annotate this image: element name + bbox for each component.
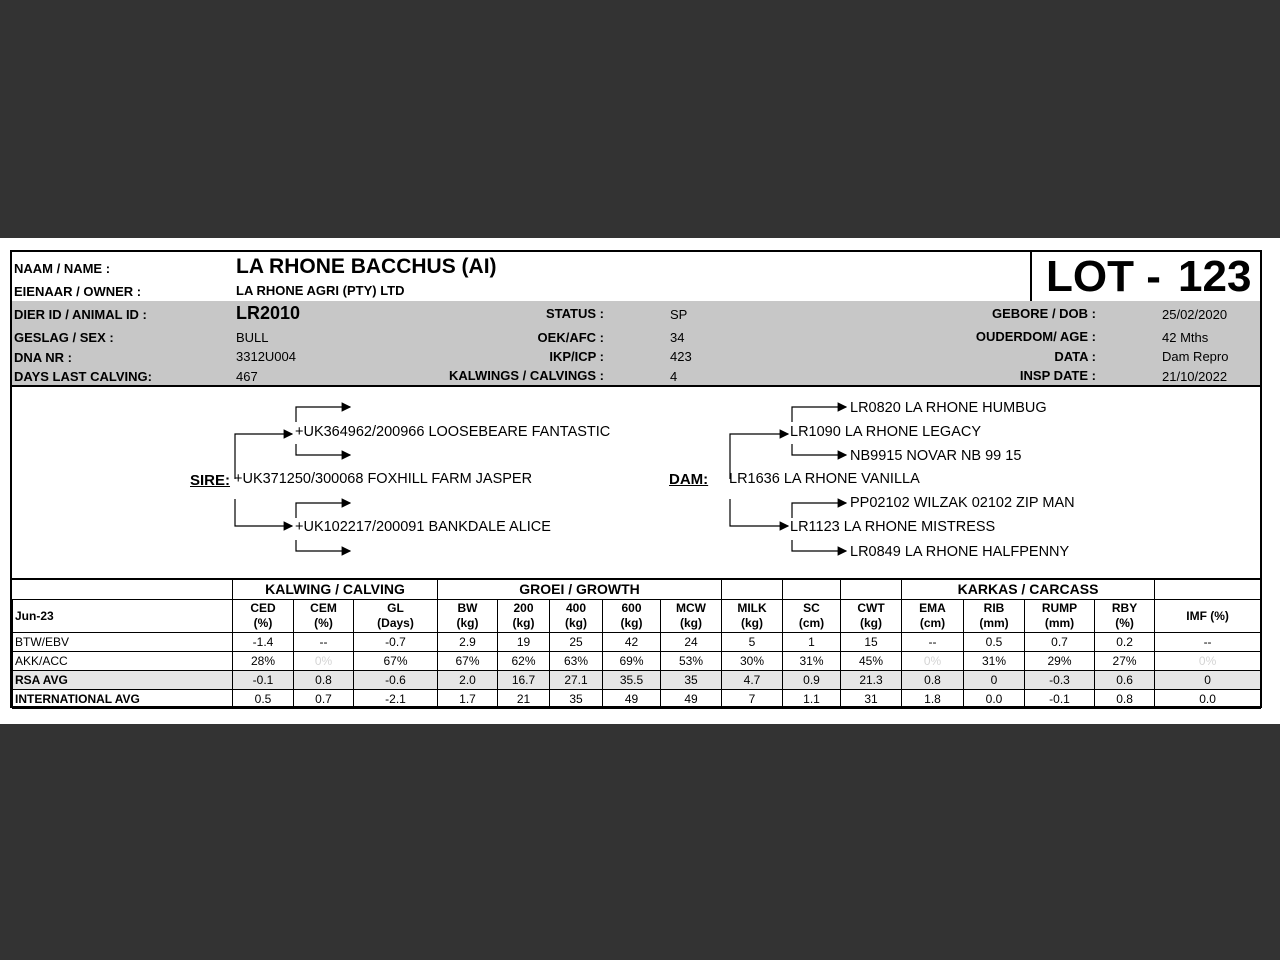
afc-label: OEK/AFC : (537, 330, 604, 345)
lot-number: 123 (1178, 252, 1252, 301)
column-header-unit: (kg) (620, 616, 643, 630)
column-header-unit: (cm) (798, 616, 825, 630)
date-label: Jun-23 (13, 600, 233, 633)
group-calving: KALWING / CALVING (233, 579, 438, 600)
status-label: STATUS : (545, 306, 604, 321)
age-value: 42 Mths (1162, 330, 1209, 345)
table-cell: 27% (1095, 652, 1155, 671)
column-header-cwt (841, 600, 902, 633)
column-header-top: GL (387, 601, 404, 615)
column-header-400 (550, 600, 603, 633)
calvings-value: 4 (670, 369, 678, 384)
table-cell: 53% (661, 652, 722, 671)
column-header-top: 600 (621, 601, 642, 615)
column-header-top: CED (250, 601, 276, 615)
table-row (13, 633, 1261, 652)
table-cell: 24 (661, 633, 722, 652)
table-cell: 1.8 (902, 690, 964, 709)
table-cell: -- (294, 633, 354, 652)
group-blank-milk (722, 579, 783, 600)
table-cell: 30% (722, 652, 783, 671)
table-cell: 5 (722, 633, 783, 652)
column-header-milk (722, 600, 783, 633)
table-cell: 7 (722, 690, 783, 709)
table-cell: 25 (550, 633, 603, 652)
table-cell: -0.6 (354, 671, 438, 690)
column-header-rump (1025, 600, 1095, 633)
age-label: OUDERDOM/ AGE : (975, 329, 1096, 344)
column-header-top: SC (803, 601, 820, 615)
column-header-unit: (kg) (741, 616, 764, 630)
table-cell: 42 (603, 633, 661, 652)
table-cell: 2.0 (438, 671, 498, 690)
column-header-200 (498, 600, 550, 633)
column-header-unit: (kg) (680, 616, 703, 630)
column-header-unit: (kg) (860, 616, 883, 630)
table-row (13, 652, 1261, 671)
column-header-top: BW (457, 601, 478, 615)
dam-dam-sire-name: PP02102 WILZAK 02102 ZIP MAN (850, 495, 1075, 511)
dob-value: 25/02/2020 (1162, 307, 1228, 322)
row-label: INTERNATIONAL AVG (13, 690, 233, 709)
sire-sire-name: +UK364962/200966 LOOSEBEARE FANTASTIC (295, 424, 611, 440)
table-cell: 27.1 (550, 671, 603, 690)
column-header-rby (1095, 600, 1155, 633)
table-cell: 28% (233, 652, 294, 671)
column-header-ema (902, 600, 964, 633)
owner-label: EIENAAR / OWNER : (14, 284, 142, 299)
column-header-top: 400 (566, 601, 587, 615)
column-header-bw (438, 600, 498, 633)
column-header-top: RIB (983, 601, 1005, 615)
table-cell: 21 (498, 690, 550, 709)
table-cell: 0.5 (233, 690, 294, 709)
table-cell: 63% (550, 652, 603, 671)
lot-card (10, 250, 1262, 708)
table-cell: 29% (1025, 652, 1095, 671)
column-header-unit: (%) (314, 616, 333, 630)
data-label: DATA : (1054, 349, 1096, 364)
column-header-top: IMF (%) (1186, 608, 1229, 623)
table-cell: 62% (498, 652, 550, 671)
days-last-calving-label: DAYS LAST CALVING: (14, 369, 152, 384)
dam-sire-sire-name: LR0820 LA RHONE HUMBUG (850, 400, 1047, 416)
column-header-sc (783, 600, 841, 633)
table-cell: 0.8 (294, 671, 354, 690)
table-cell: 0.7 (1025, 633, 1095, 652)
table-cell: 67% (354, 652, 438, 671)
table-cell: 0% (294, 652, 354, 671)
table-cell: 0.8 (1095, 690, 1155, 709)
table-cell: 35.5 (603, 671, 661, 690)
table-cell: -1.4 (233, 633, 294, 652)
table-cell: 4.7 (722, 671, 783, 690)
column-header-unit: (mm) (1044, 616, 1075, 630)
column-header-top: MILK (737, 601, 767, 615)
table-cell: -0.1 (1025, 690, 1095, 709)
column-header-unit: (kg) (565, 616, 588, 630)
table-cell: 21.3 (841, 671, 902, 690)
column-header-rib (964, 600, 1025, 633)
group-growth: GROEI / GROWTH (438, 579, 722, 600)
column-header-unit: (kg) (512, 616, 535, 630)
owner-value: LA RHONE AGRI (PTY) LTD (236, 283, 405, 298)
table-cell: 49 (661, 690, 722, 709)
column-header-unit: (%) (253, 616, 273, 630)
pedigree-section (12, 387, 1260, 580)
dob-label: GEBORE / DOB : (991, 306, 1096, 321)
header-section (12, 252, 1260, 303)
column-header-600 (603, 600, 661, 633)
table-cell: -- (902, 633, 964, 652)
table-cell: 69% (603, 652, 661, 671)
table-cell: 0.0 (964, 690, 1025, 709)
table-cell: 0 (1155, 671, 1261, 690)
table-cell: 0% (902, 652, 964, 671)
group-blank-cwt (841, 579, 902, 600)
group-blank-sc (783, 579, 841, 600)
sex-value: BULL (236, 330, 269, 345)
dam-dam-name: LR1123 LA RHONE MISTRESS (790, 519, 996, 535)
ebv-data-rows (13, 633, 1261, 709)
table-cell: 0.5 (964, 633, 1025, 652)
table-cell: 0.8 (902, 671, 964, 690)
dam-name: LR1636 LA RHONE VANILLA (729, 471, 920, 487)
column-header-unit: (mm) (979, 616, 1009, 630)
column-header-top: CWT (857, 601, 885, 615)
row-label: BTW/EBV (13, 633, 233, 652)
sire-dam-name: +UK102217/200091 BANKDALE ALICE (295, 519, 551, 535)
animal-name: LA RHONE BACCHUS (AI) (236, 255, 497, 278)
table-cell: 1.7 (438, 690, 498, 709)
column-header-top: 200 (513, 601, 534, 615)
days-last-calving-value: 467 (236, 369, 258, 384)
animal-id-value: LR2010 (236, 303, 301, 323)
column-header-imf (1155, 600, 1261, 633)
column-header-unit: (%) (1115, 616, 1134, 630)
table-cell: 16.7 (498, 671, 550, 690)
sire-name: +UK371250/300068 FOXHILL FARM JASPER (234, 471, 533, 487)
table-cell: 35 (550, 690, 603, 709)
column-header-cem (294, 600, 354, 633)
insp-date-value: 21/10/2022 (1162, 369, 1228, 384)
table-cell: 0.0 (1155, 690, 1261, 709)
afc-value: 34 (670, 330, 685, 345)
table-cell: 0.6 (1095, 671, 1155, 690)
animal-id-label: DIER ID / ANIMAL ID : (14, 307, 147, 322)
details-section (12, 301, 1260, 387)
table-cell: 1 (783, 633, 841, 652)
group-carcass: KARKAS / CARCASS (902, 579, 1155, 600)
column-header-top: CEM (310, 601, 337, 615)
table-cell: 0.2 (1095, 633, 1155, 652)
group-blank (13, 579, 233, 600)
column-header-top: RBY (1111, 601, 1138, 615)
table-cell: 31 (841, 690, 902, 709)
dna-label: DNA NR : (14, 350, 73, 365)
table-cell: -0.7 (354, 633, 438, 652)
column-header-ced (233, 600, 294, 633)
table-cell: 45% (841, 652, 902, 671)
column-header-top: RUMP (1041, 601, 1078, 615)
table-cell: -2.1 (354, 690, 438, 709)
table-cell: 15 (841, 633, 902, 652)
icp-value: 423 (670, 349, 692, 364)
table-row (13, 690, 1261, 709)
ebv-table (12, 578, 1260, 708)
table-cell: 19 (498, 633, 550, 652)
lot-box (1030, 252, 1262, 301)
lot-sheet (0, 238, 1280, 724)
dam-label: DAM: (669, 471, 709, 488)
column-header-unit: (Days) (377, 616, 414, 630)
group-header-row (13, 579, 1261, 600)
column-header-row (13, 600, 1261, 633)
dam-sire-dam-name: NB9915 NOVAR NB 99 15 (850, 448, 1022, 464)
table-cell: 49 (603, 690, 661, 709)
row-label: RSA AVG (13, 671, 233, 690)
data-value: Dam Repro (1162, 349, 1229, 364)
table-cell: 1.1 (783, 690, 841, 709)
insp-date-label: INSP DATE : (1019, 368, 1096, 383)
name-label: NAAM / NAME : (14, 261, 111, 276)
column-header-unit: (kg) (456, 616, 479, 630)
column-header-top: EMA (919, 601, 946, 615)
dam-dam-dam-name: LR0849 LA RHONE HALFPENNY (850, 544, 1070, 560)
table-cell: 31% (783, 652, 841, 671)
column-header-top: MCW (676, 601, 707, 615)
table-cell: -- (1155, 633, 1261, 652)
table-cell: -0.1 (233, 671, 294, 690)
table-cell: 0 (964, 671, 1025, 690)
table-cell: 35 (661, 671, 722, 690)
table-cell: -0.3 (1025, 671, 1095, 690)
calvings-label: KALWINGS / CALVINGS : (448, 368, 604, 383)
sex-label: GESLAG / SEX : (14, 330, 114, 345)
dna-value: 3312U004 (236, 349, 296, 364)
table-row (13, 671, 1261, 690)
dam-sire-name: LR1090 LA RHONE LEGACY (790, 424, 982, 440)
column-header-mcw (661, 600, 722, 633)
column-header-unit: (cm) (919, 616, 946, 630)
table-cell: 0.7 (294, 690, 354, 709)
icp-label: IKP/ICP : (549, 349, 604, 364)
group-blank-imf (1155, 579, 1261, 600)
lot-prefix: LOT - (1046, 252, 1161, 301)
table-cell: 31% (964, 652, 1025, 671)
sire-label: SIRE: (190, 472, 231, 489)
column-header-gl (354, 600, 438, 633)
table-cell: 0% (1155, 652, 1261, 671)
row-label: AKK/ACC (13, 652, 233, 671)
status-value: SP (670, 307, 688, 322)
table-cell: 0.9 (783, 671, 841, 690)
table-cell: 2.9 (438, 633, 498, 652)
table-cell: 67% (438, 652, 498, 671)
